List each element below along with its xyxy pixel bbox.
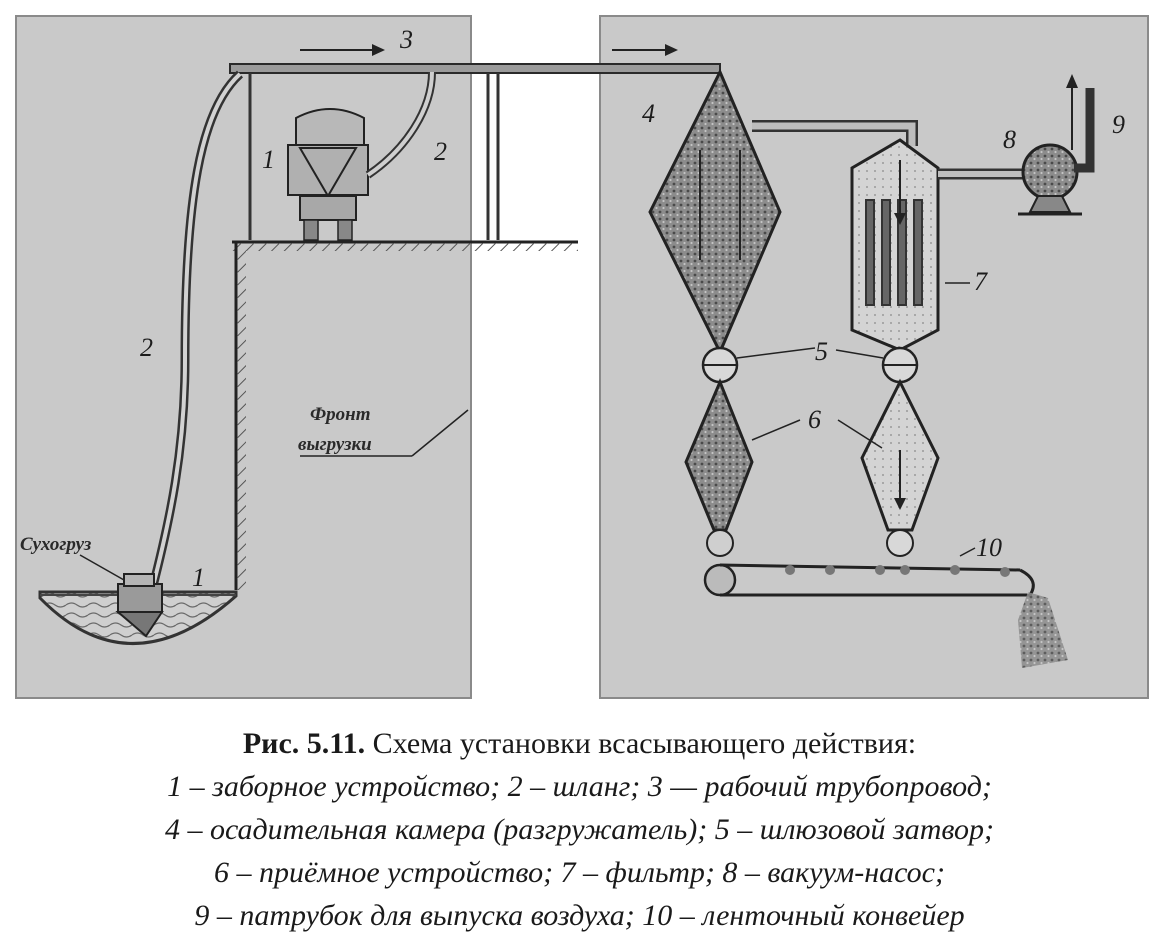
sluice-gate-left (703, 348, 737, 382)
sluice-gate-right (883, 348, 917, 382)
label-7: 7 (974, 267, 987, 296)
caption-title-number: Рис. 5.11. (242, 727, 366, 760)
label-cargo: Сухогруз (20, 534, 92, 555)
label-2-top: 2 (434, 137, 447, 166)
intake-device-top (288, 109, 368, 240)
caption-title-text: Схема установки всасывающего действия: (365, 727, 917, 760)
figure-caption (0, 722, 1159, 937)
label-1-bottom: 1 (192, 563, 205, 592)
label-5: 5 (815, 337, 828, 366)
label-10: 10 (976, 533, 1002, 562)
label-1-top: 1 (262, 145, 275, 174)
caption-legend-line: 9 – патрубок для выпуска воздуха; 10 – ленточный конвейер (194, 899, 965, 932)
label-8: 8 (1003, 125, 1016, 154)
label-2-left: 2 (140, 333, 153, 362)
label-9: 9 (1112, 110, 1125, 139)
label-front-line2: выгрузки (298, 434, 372, 455)
label-4: 4 (642, 99, 655, 128)
label-front-line1: Фронт (310, 404, 371, 425)
caption-legend-line: 6 – приёмное устройство; 7 – фильтр; 8 – вакуум-насос; (214, 856, 945, 889)
label-6: 6 (808, 405, 821, 434)
caption-title (0, 722, 1159, 765)
caption-legend-line: 4 – осадительная камера (разгружатель); 5 – шлюзовой затвор; (164, 813, 995, 846)
filter-housing (852, 140, 938, 350)
label-3: 3 (400, 25, 413, 54)
caption-legend-line: 1 – заборное устройство; 2 – шланг; 3 — рабочий трубопровод; (167, 770, 992, 803)
